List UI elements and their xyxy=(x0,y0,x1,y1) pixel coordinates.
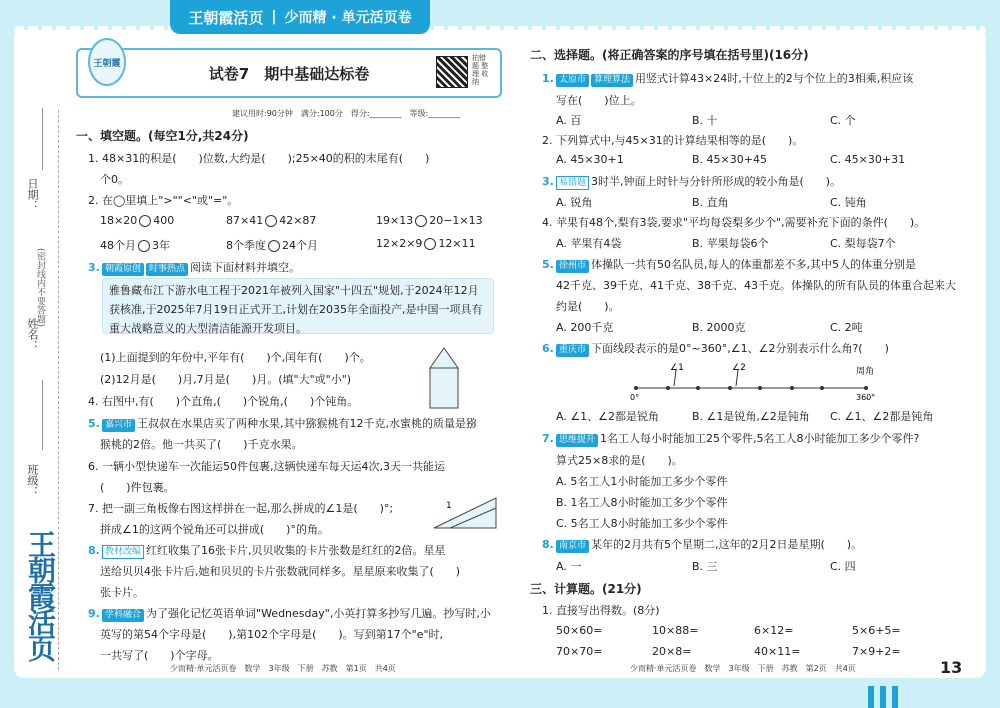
seal-note: (密封线内不要答题) xyxy=(35,248,45,328)
r-q6-opt-a: A. ∠1、∠2都是锐角 xyxy=(556,410,660,423)
r-q4-opt-b: B. 苹果每袋6个 xyxy=(692,237,769,250)
q2-row2-a: 48个月 3年 xyxy=(100,239,170,252)
r-q7-opt-c: C. 5名工人8小时能加工多少个零件 xyxy=(556,517,728,530)
deco-stripe xyxy=(868,686,874,708)
q2-row2-b: 8个季度 24个月 xyxy=(226,239,318,252)
calc-2-3: 40×11= xyxy=(754,645,801,658)
seal-line xyxy=(58,110,59,670)
q8-line2: 送给贝贝4张卡片后,她和贝贝的卡片张数就同样多。星星原来收集了( ) xyxy=(100,565,461,578)
calc-instruction: 1. 直接写出得数。(8分) xyxy=(542,604,660,617)
zero-degree-label: 0° xyxy=(630,393,640,402)
full-degree-label: 360° xyxy=(856,393,876,402)
q5-line2: 猴桃的2倍。他一共买了( )千克水果。 xyxy=(100,438,303,451)
q3-sub1: (1)上面提到的年份中,平年有( )个,闰年有( )个。 xyxy=(100,351,371,364)
section-2-title: 二、选择题。(将正确答案的序号填在括号里)(16分) xyxy=(530,48,809,62)
r-q1-opt-a: A. 百 xyxy=(556,114,582,127)
qr-label: 拍错题 整理 收纳 xyxy=(472,54,489,86)
page-number: 13 xyxy=(940,658,963,677)
banner-divider: | xyxy=(271,9,277,25)
r-q1-line2: 写在( )位上。 xyxy=(556,94,642,107)
calc-2-1: 70×70= xyxy=(556,645,603,658)
r-q5-opt-c: C. 2吨 xyxy=(830,321,863,334)
r-q2-opt-b: B. 45×30+45 xyxy=(692,153,767,166)
angle-1-label: 1 xyxy=(446,501,452,511)
q8-line1: 8. 教材改编 红红收集了16张卡片,贝贝收集的卡片张数是红红的2倍。星星 xyxy=(88,544,446,557)
angle-1-marker: ∠1 xyxy=(670,363,684,373)
q7-line2: 拼成∠1的这两个锐角还可以拼成( )°的角。 xyxy=(100,523,329,536)
name-label: 姓名： xyxy=(26,318,39,351)
footer-right: 少而精·单元活页卷 数学 3年级 下册 苏教 第2页 共4页 xyxy=(630,664,856,673)
r-q1-opt-b: B. 十 xyxy=(692,114,718,127)
q6-line1: 6. 一辆小型快递车一次能运50件包裹,这辆快递车每天运4次,3天一共能运 xyxy=(88,460,445,473)
r-q1-line1: 1. 太原市 算理算法 用竖式计算43×24时,十位上的2与个位上的3相乘,积应该 xyxy=(542,72,914,85)
deco-stripe xyxy=(880,686,886,708)
r-q7-line1: 7. 思维提升 1名工人每小时能加工25个零件,5名工人8小时能加工多少个零件? xyxy=(542,432,920,445)
calc-2-4: 7×9+2= xyxy=(852,645,901,658)
logo-badge: 王朝霞 xyxy=(88,38,126,86)
r-q7-line2: 算式25×8求的是( )。 xyxy=(556,454,683,467)
q2-text: 2. 在◯里填上">""<"或"="。 xyxy=(88,194,239,207)
r-q5-line2: 42千克、39千克、41千克、38千克、43千克。体操队的所有队员的体重合起来大 xyxy=(556,279,956,292)
r-q5-opt-a: A. 200千克 xyxy=(556,321,614,334)
q9-line3: 一共写了( )个字母。 xyxy=(100,649,219,662)
reading-passage: 雅鲁藏布江下游水电工程于2021年被列入国家"十四五"规划,于2024年12月获核准,于2025年7月19日正式开工,计划在2035年全面投产,是中国一项具有重大战略意义的大型清洁能源开发项目。 xyxy=(102,278,494,334)
r-q2-opt-a: A. 45×30+1 xyxy=(556,153,624,166)
deco-stripe xyxy=(892,686,898,708)
calc-2-2: 20×8= xyxy=(652,645,692,658)
section-3-title: 三、计算题。(21分) xyxy=(530,582,642,596)
page-title: 试卷7 期中基础达标卷 xyxy=(208,64,370,83)
r-q8-opt-b: B. 三 xyxy=(692,560,718,573)
q8-line3: 张卡片。 xyxy=(100,586,144,599)
q1-line1: 1. 48×31的积是( )位数,大约是( );25×40的积的末尾有( ) xyxy=(88,152,430,165)
angle-number-line xyxy=(620,360,890,402)
q3-sub2: (2)12月是( )月,7月是( )月。(填"大"或"小") xyxy=(100,373,352,386)
q3-text: 3. 朝霞原创 时事热点 阅读下面材料并填空。 xyxy=(88,261,301,274)
title-box xyxy=(76,48,502,98)
q5-line1: 5. 嘉兴市 王叔叔在水果店买了两种水果,其中猕猴桃有12千克,水蜜桃的质量是猕 xyxy=(88,417,478,430)
date-line xyxy=(42,108,43,170)
class-label: 班级： xyxy=(26,464,39,497)
q4-figure xyxy=(426,346,462,410)
calc-1-1: 50×60= xyxy=(556,624,603,637)
q2-row1-b: 87×41 42×87 xyxy=(226,214,317,227)
r-q4-opt-a: A. 苹果有4袋 xyxy=(556,237,622,250)
q7-triangles-figure xyxy=(430,494,500,530)
q6-line2: ( )件包裹。 xyxy=(100,481,175,494)
r-q5-line3: 约是( )。 xyxy=(556,300,620,313)
calc-1-3: 6×12= xyxy=(754,624,794,637)
r-q2-opt-c: C. 45×30+31 xyxy=(830,153,906,166)
q2-row1-c: 19×13 20−1×13 xyxy=(376,214,483,227)
r-q2-text: 2. 下列算式中,与45×31的计算结果相等的是( )。 xyxy=(542,134,804,147)
r-q7-opt-b: B. 1名工人8小时能加工多少个零件 xyxy=(556,496,728,509)
q4-text: 4. 右图中,有( )个直角,( )个锐角,( )个钝角。 xyxy=(88,395,359,408)
r-q5-opt-b: B. 2000克 xyxy=(692,321,746,334)
r-q1-opt-c: C. 个 xyxy=(830,114,856,127)
top-banner xyxy=(170,0,430,34)
q9-line1: 9. 学科融合 为了强化记忆英语单词"Wednesday",小英打算多抄写几遍。抄写时,小 xyxy=(88,607,491,620)
calc-1-2: 10×88= xyxy=(652,624,699,637)
banner-brand: 王朝霞活页 xyxy=(188,8,264,27)
r-q5-line1: 5. 徐州市 体操队一共有50名队员,每人的体重都差不多,其中5人的体重分别是 xyxy=(542,258,917,271)
r-q3-text: 3. 易错题 3时半,钟面上时针与分针所形成的较小角是( )。 xyxy=(542,175,842,188)
footer-left: 少而精·单元活页卷 数学 3年级 下册 苏教 第1页 共4页 xyxy=(170,664,396,673)
full-angle-label: 周角 xyxy=(856,367,875,377)
r-q8-opt-c: C. 四 xyxy=(830,560,856,573)
r-q3-opt-c: C. 钝角 xyxy=(830,196,867,209)
date-label: 日期： xyxy=(26,178,39,211)
q2-row1-a: 18×20 400 xyxy=(100,214,175,227)
r-q3-opt-a: A. 锐角 xyxy=(556,196,593,209)
r-q3-opt-b: B. 直角 xyxy=(692,196,729,209)
r-q8-text: 8. 南京市 某年的2月共有5个星期二,这年的2月2日是星期( )。 xyxy=(542,538,863,551)
r-q7-opt-a: A. 5名工人1小时能加工多少个零件 xyxy=(556,475,728,488)
r-q4-text: 4. 苹果有48个,梨有3袋,要求"平均每袋梨多少个",需要补充下面的条件( )。 xyxy=(542,216,926,229)
name-line xyxy=(42,380,43,450)
calc-1-4: 5×6+5= xyxy=(852,624,901,637)
exam-meta: 建议用时:90分钟 满分:100分 得分:________ 等级:________ xyxy=(232,109,461,118)
r-q6-opt-c: C. ∠1、∠2都是钝角 xyxy=(830,410,934,423)
r-q6-text: 6. 重庆市 下面线段表示的是0°~360°,∠1、∠2分别表示什么角?( ) xyxy=(542,342,889,355)
r-q6-opt-b: B. ∠1是锐角,∠2是钝角 xyxy=(692,410,810,423)
q1-line2: 个0。 xyxy=(100,173,129,186)
q7-line1: 7. 把一副三角板像右图这样拼在一起,那么拼成的∠1是( )°; xyxy=(88,502,394,515)
brand-logo: 王朝霞活页 xyxy=(24,530,57,660)
q9-line2: 英写的第54个字母是( ),第102个字母是( )。写到第17个"e"时, xyxy=(100,628,444,641)
qr-code[interactable] xyxy=(436,56,468,88)
banner-sub: 少而精 · 单元活页卷 xyxy=(284,10,412,26)
q2-row2-c: 12×2×9 12×11 xyxy=(376,237,476,250)
angle-2-marker: ∠2 xyxy=(732,363,746,373)
section-1-title: 一、填空题。(每空1分,共24分) xyxy=(76,129,249,143)
r-q4-opt-c: C. 梨每袋7个 xyxy=(830,237,896,250)
r-q8-opt-a: A. 一 xyxy=(556,560,582,573)
